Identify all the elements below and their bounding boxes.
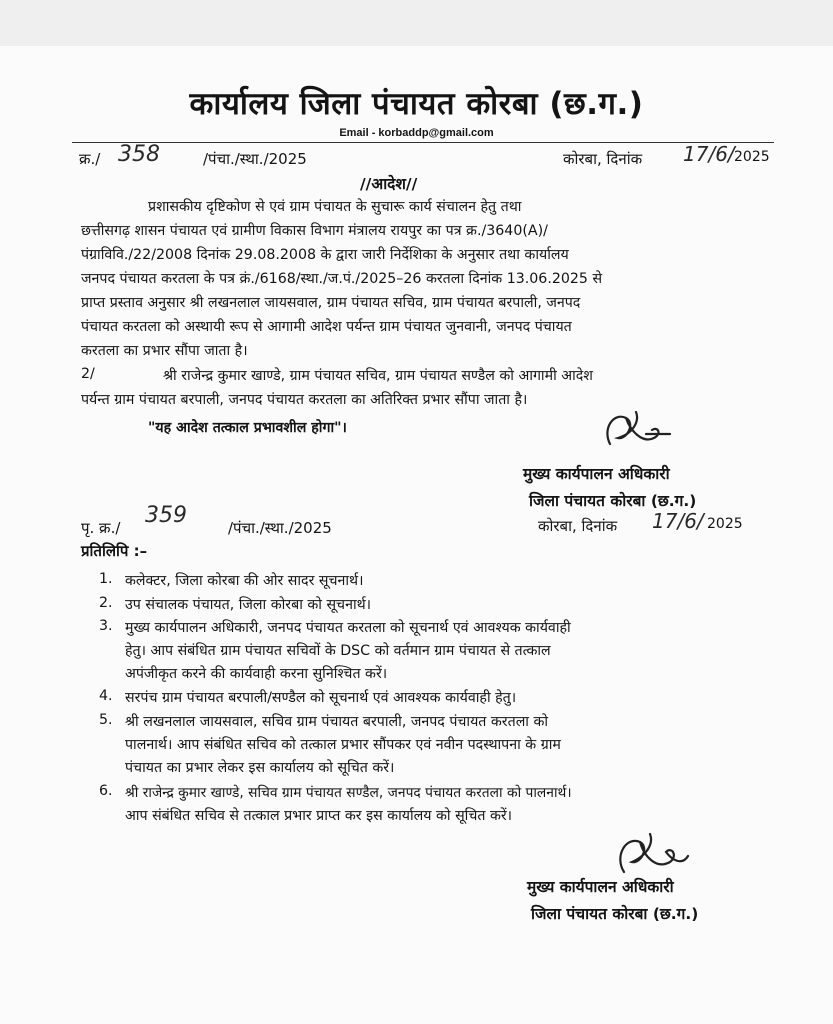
ref-date-year: 2025 [734,149,770,165]
signature1-designation: मुख्य कार्यपालन अधिकारी [523,465,670,483]
order-para2-line: श्री राजेन्द्र कुमार खाण्डे, ग्राम पंचायत सचिव, ग्राम पंचायत सण्डैल को आगामी आदेश [163,368,593,384]
signature1-date-year: 2025 [707,516,743,532]
ref-prefix: क्र./ [79,150,101,168]
ref-place-date-label: कोरबा, दिनांक [563,150,643,168]
copy-item-text: आप संबंधित सचिव से तत्काल प्रभार प्राप्त कर इस कार्यालय को सूचित करें। [125,808,513,824]
signature1-office: जिला पंचायत कोरबा (छ.ग.) [529,492,697,510]
copy-item-text: पालनार्थ। आप संबंधित सचिव को तत्काल प्रभार सौंपकर एवं नवीन पदस्थापना के ग्राम [125,737,561,753]
copy-item-number: 3. [99,618,113,634]
order-heading: //आदेश// [360,175,418,193]
copy-item-text: पंचायत का प्रभार लेकर इस कार्यालय को सूचित करें। [125,760,395,776]
copy-to-heading: प्रतिलिपि :– [81,542,148,560]
handwritten-signature [596,404,676,466]
order-para1-line: छत्तीसगढ़ शासन पंचायत एवं ग्रामीण विकास विभाग मंत्रालय रायपुर का पत्र क्र./3640(A)/ [81,223,548,239]
copy-item-text: मुख्य कार्यपालन अधिकारी, जनपद पंचायत करतला को सूचनार्थ एवं आवश्यक कार्यवाही [125,620,571,636]
order-para1-line: पंचायत करतला को अस्थायी रूप से आगामी आदेश पर्यन्त ग्राम पंचायत जुनवानी, जनपद पंचायत [81,319,572,335]
ref-date-handwritten: 17/6/ [683,142,735,166]
copy-item-text: अपंजीकृत करने की कार्यवाही करना सुनिश्चित करें। [125,666,388,682]
order-para2-number: 2/ [81,366,95,382]
endorsement-prefix: पृ. क्र./ [81,519,121,537]
copy-item-text: सरपंच ग्राम पंचायत बरपाली/सण्डैल को सूचनार्थ एवं आवश्यक कार्यवाही हेतु। [125,690,517,706]
copy-item-text: श्री लखनलाल जायसवाल, सचिव ग्राम पंचायत बरपाली, जनपद पंचायत करतला को [125,714,549,730]
order-para1-line: जनपद पंचायत करतला के पत्र क्रं./6168/स्था./ज.पं./2025–26 करतला दिनांक 13.06.2025 से [81,271,603,287]
copy-item-text: उप संचालक पंचायत, जिला कोरबा को सूचनार्थ। [125,597,372,613]
copy-item-number: 2. [99,595,113,611]
copy-item-number: 5. [99,712,113,728]
order-para1-line: करतला का प्रभार सौंपा जाता है। [81,343,248,359]
office-title: कार्यालय जिला पंचायत कोरबा (छ.ग.) [189,86,644,122]
header-divider [72,142,774,143]
order-para2-line: पर्यन्त ग्राम पंचायत बरपाली, जनपद पंचायत करतला का अतिरिक्त प्रभार सौंपा जाता है। [81,392,528,408]
copy-item-text: कलेक्टर, जिला कोरबा की ओर सादर सूचनार्थ। [125,573,364,589]
ref-number-handwritten: 358 [118,142,160,167]
signature2-designation: मुख्य कार्यपालन अधिकारी [527,878,674,896]
endorsement-suffix: /पंचा./स्था./2025 [228,519,332,537]
order-para1-line: प्रशासकीय दृष्टिकोण से एवं ग्राम पंचायत के सुचारू कार्य संचालन हेतु तथा [148,199,522,215]
copy-item-number: 1. [99,571,113,587]
signature1-date-handwritten: 17/6/ [652,509,704,533]
order-effective-statement: "यह आदेश तत्काल प्रभावशील होगा"। [148,420,347,436]
copy-item-number: 6. [99,783,113,799]
office-email: Email - korbaddp@gmail.com [339,127,494,139]
top-margin-band [0,0,833,46]
order-para1-line: पंग्राविवि./22/2008 दिनांक 29.08.2008 के द्वारा जारी निर्देशिका के अनुसार तथा कार्यालय [81,247,569,263]
endorsement-number-handwritten: 359 [145,503,187,528]
signature1-place-date-label: कोरबा, दिनांक [538,517,618,535]
copy-item-text: हेतु। आप संबंधित ग्राम पंचायत सचिवों के DSC को वर्तमान ग्राम पंचायत से तत्काल [125,643,551,659]
order-para1-line: प्राप्त प्रस्ताव अनुसार श्री लखनलाल जायसवाल, ग्राम पंचायत सचिव, ग्राम पंचायत बरपाली, जनपद [81,295,581,311]
signature2-office: जिला पंचायत कोरबा (छ.ग.) [531,905,699,923]
copy-item-text: श्री राजेन्द्र कुमार खाण्डे, सचिव ग्राम पंचायत सण्डैल, जनपद पंचायत करतला को पालनार्थ। [125,785,572,801]
ref-suffix: /पंचा./स्था./2025 [203,150,307,168]
copy-item-number: 4. [99,688,113,704]
